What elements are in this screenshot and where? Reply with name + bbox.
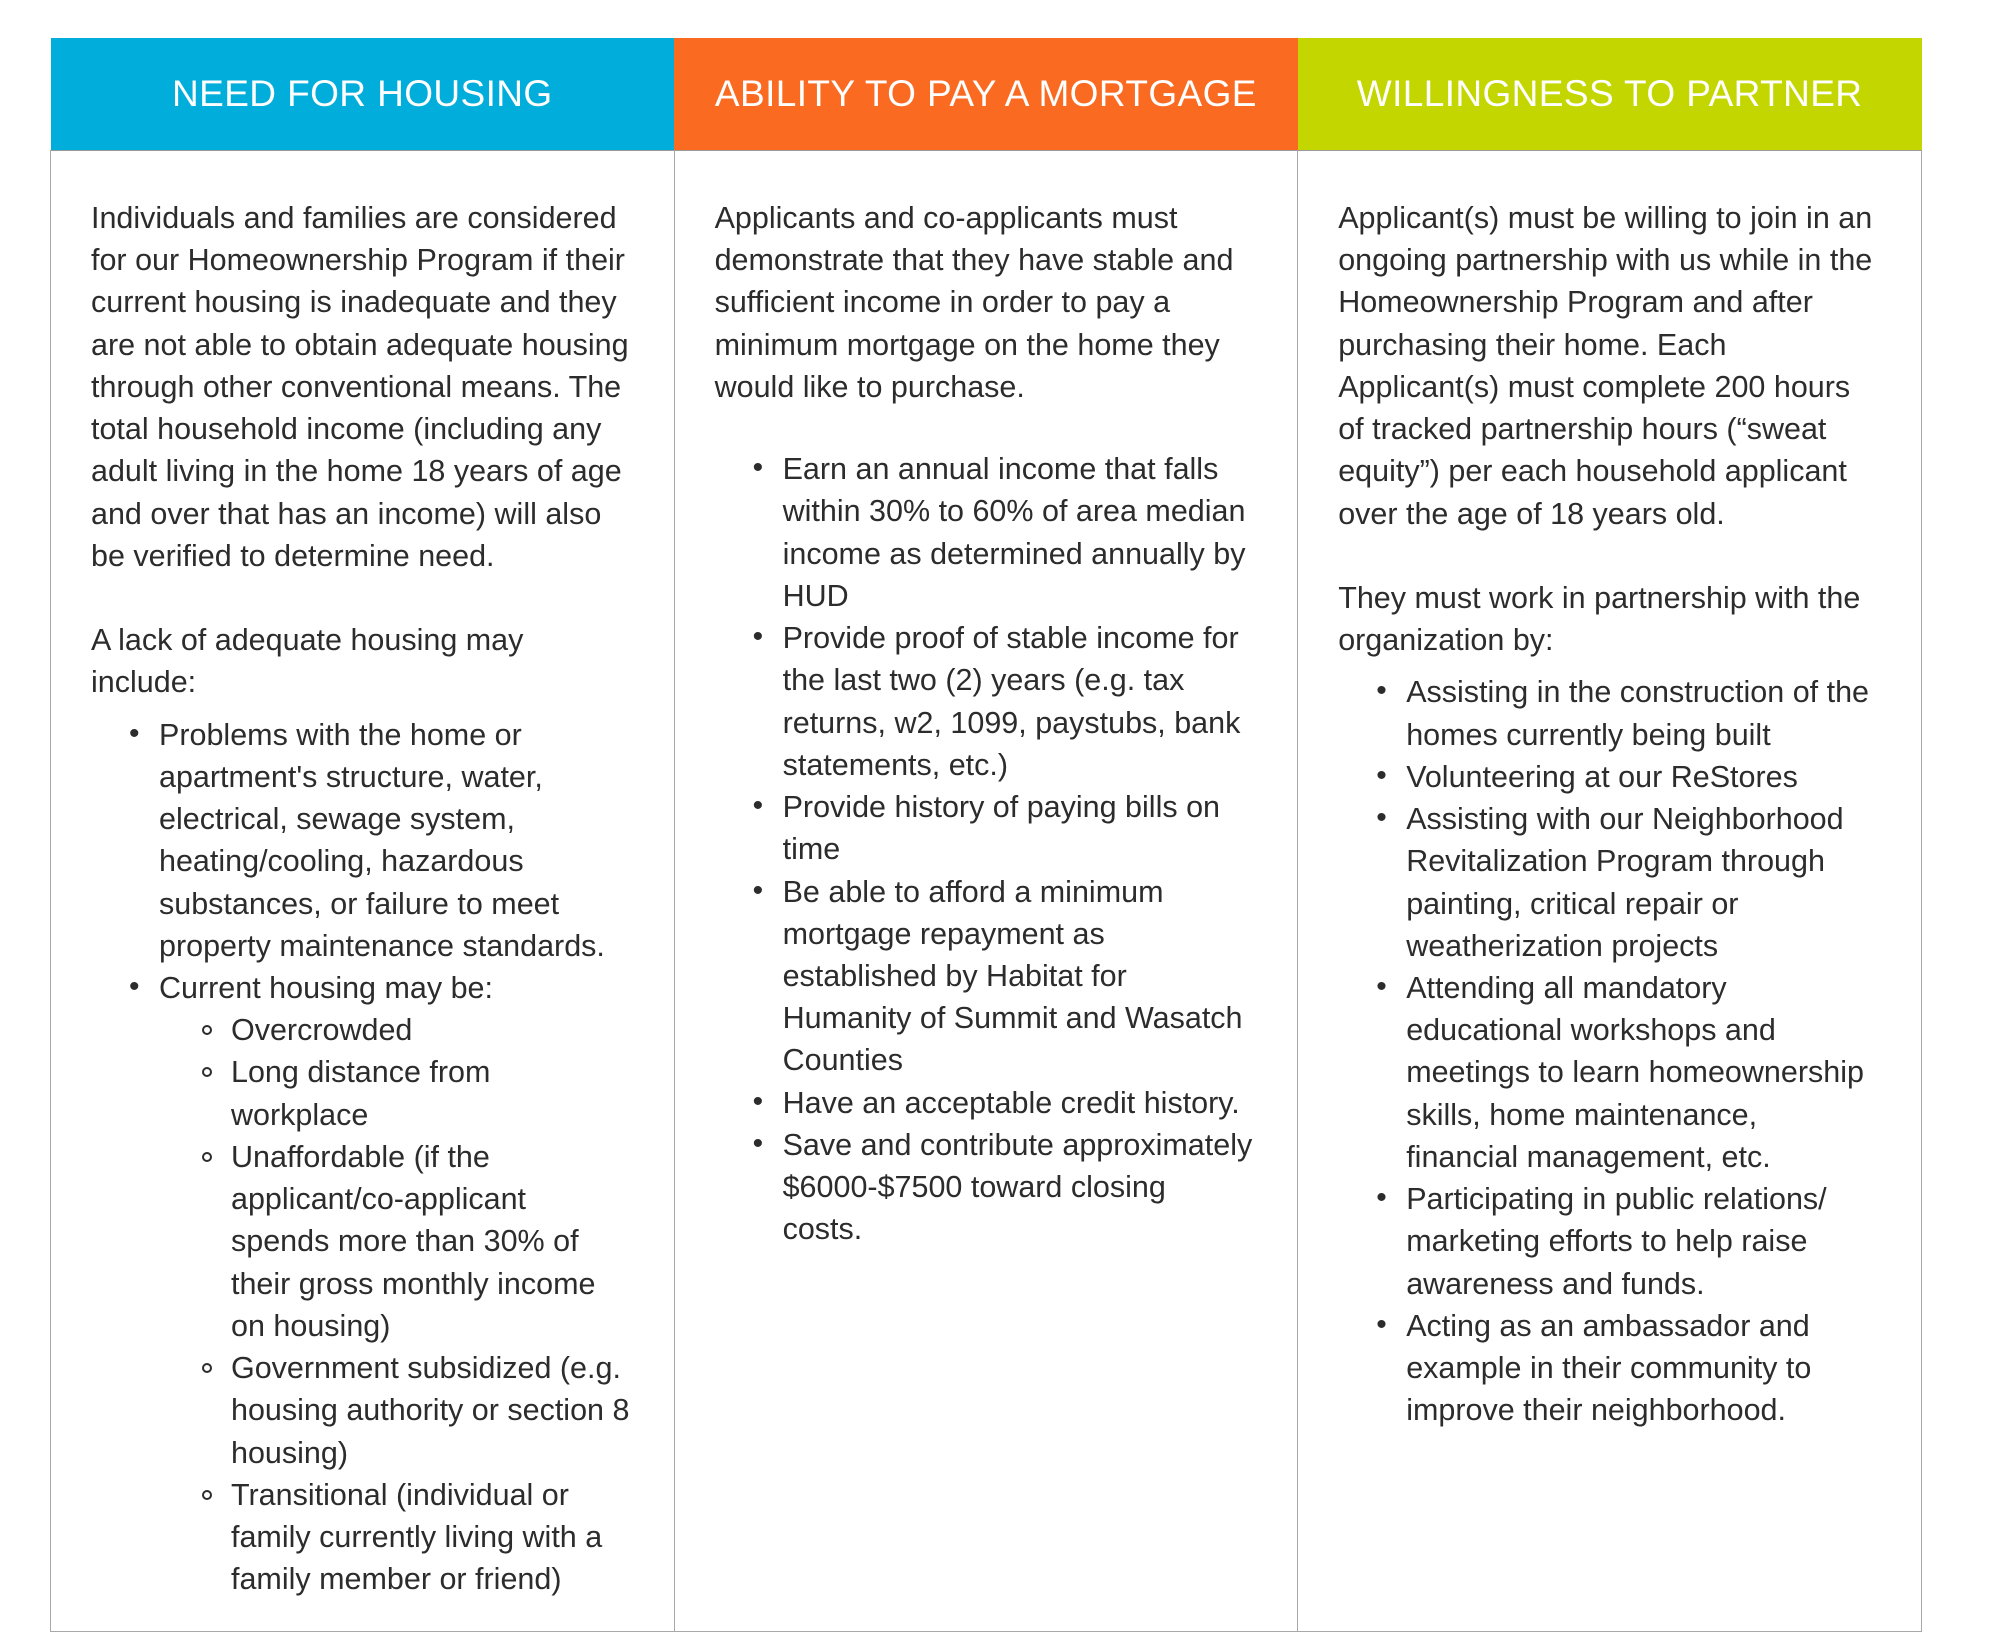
column-header-ability-to-pay-a-mortgage: ABILITY TO PAY A MORTGAGE (674, 38, 1298, 151)
list-item: • Provide proof of stable income for the last two (2) years (e.g. tax returns, w2, 1099, paystubs, bank statements, etc.) (753, 617, 1254, 786)
need-lead-in: A lack of adequate housing may include: (91, 623, 524, 700)
willingness-lead-in: They must work in partnership with the organization by: (1338, 580, 1861, 658)
list-item: Long distance from workplace (199, 1051, 630, 1135)
table-header-row (51, 38, 1922, 151)
ability-bullet-list (715, 448, 1254, 1250)
bullet-text: Problems with the home or apartment's structure, water, electrical, sewage system, heating/cooling, hazardous substances, or failure to meet property maintenance standards. (159, 717, 605, 963)
list-item: • Acting as an ambassador and example in their community to improve their neighborhood. (1376, 1305, 1877, 1432)
list-item: • Attending all mandatory educational workshops and meetings to learn homeownership skills, home maintenance, financial management, etc. (1376, 967, 1877, 1178)
list-item: • Be able to afford a minimum mortgage repayment as established by Habitat for Humanity of Summit and Wasatch Counties (753, 871, 1254, 1082)
cell-willingness-to-partner (1298, 151, 1922, 1632)
list-item: Government subsidized (e.g. housing authority or section 8 housing) (199, 1347, 630, 1474)
column-header-need-for-housing: NEED FOR HOUSING (51, 38, 675, 151)
need-sub-bullet-list (159, 1009, 630, 1600)
bullet-text: Current housing may be: (159, 970, 493, 1005)
table-body-row (51, 151, 1922, 1632)
need-intro-paragraph: Individuals and families are considered for our Homeownership Program if their current housing is inadequate and they are not able to obtain adequate housing through other conventional means. The total household income (including any adult living in the home 18 years of age and over that has an income) will also be verified to determine need. (91, 201, 629, 573)
list-item: Transitional (individual or family currently living with a family member or friend) (199, 1474, 630, 1601)
willingness-bullet-list (1338, 671, 1877, 1431)
ability-intro-paragraph: Applicants and co-applicants must demonstrate that they have stable and sufficient income in order to pay a minimum mortgage on the home they would like to purchase. (714, 201, 1234, 404)
column-header-willingness-to-partner: WILLINGNESS TO PARTNER (1298, 38, 1922, 151)
list-item: • Assisting in the construction of the homes currently being built (1376, 671, 1877, 755)
list-item: • Participating in public relations/ marketing efforts to help raise awareness and funds. (1376, 1178, 1877, 1305)
eligibility-criteria-table (50, 38, 1922, 1632)
list-item: • Earn an annual income that falls within 30% to 60% of area median income as determined annually by HUD (753, 448, 1254, 617)
list-item (129, 714, 630, 967)
list-item: • Assisting with our Neighborhood Revitalization Program through painting, critical repair or weatherization projects (1376, 798, 1877, 967)
list-item (129, 967, 630, 1601)
list-item: • Volunteering at our ReStores (1376, 756, 1877, 798)
cell-ability-to-pay-a-mortgage (674, 151, 1298, 1632)
list-item: Unaffordable (if the applicant/co-applicant spends more than 30% of their gross monthly income on housing) (199, 1136, 630, 1347)
list-item: • Save and contribute approximately $6000-$7500 toward closing costs. (753, 1124, 1254, 1251)
need-bullet-list (91, 714, 630, 1601)
list-item: • Provide history of paying bills on time (753, 786, 1254, 870)
willingness-intro-paragraph: Applicant(s) must be willing to join in an ongoing partnership with us while in the Homeownership Program and after purchasing their home. Each Applicant(s) must complete 200 hours of tracked partnership hours (“sweat equity”) per each household applicant over the age of 18 years old. (1338, 201, 1873, 531)
list-item: • Have an acceptable credit history. (753, 1082, 1254, 1124)
cell-need-for-housing (51, 151, 675, 1632)
list-item: Overcrowded (199, 1009, 630, 1051)
